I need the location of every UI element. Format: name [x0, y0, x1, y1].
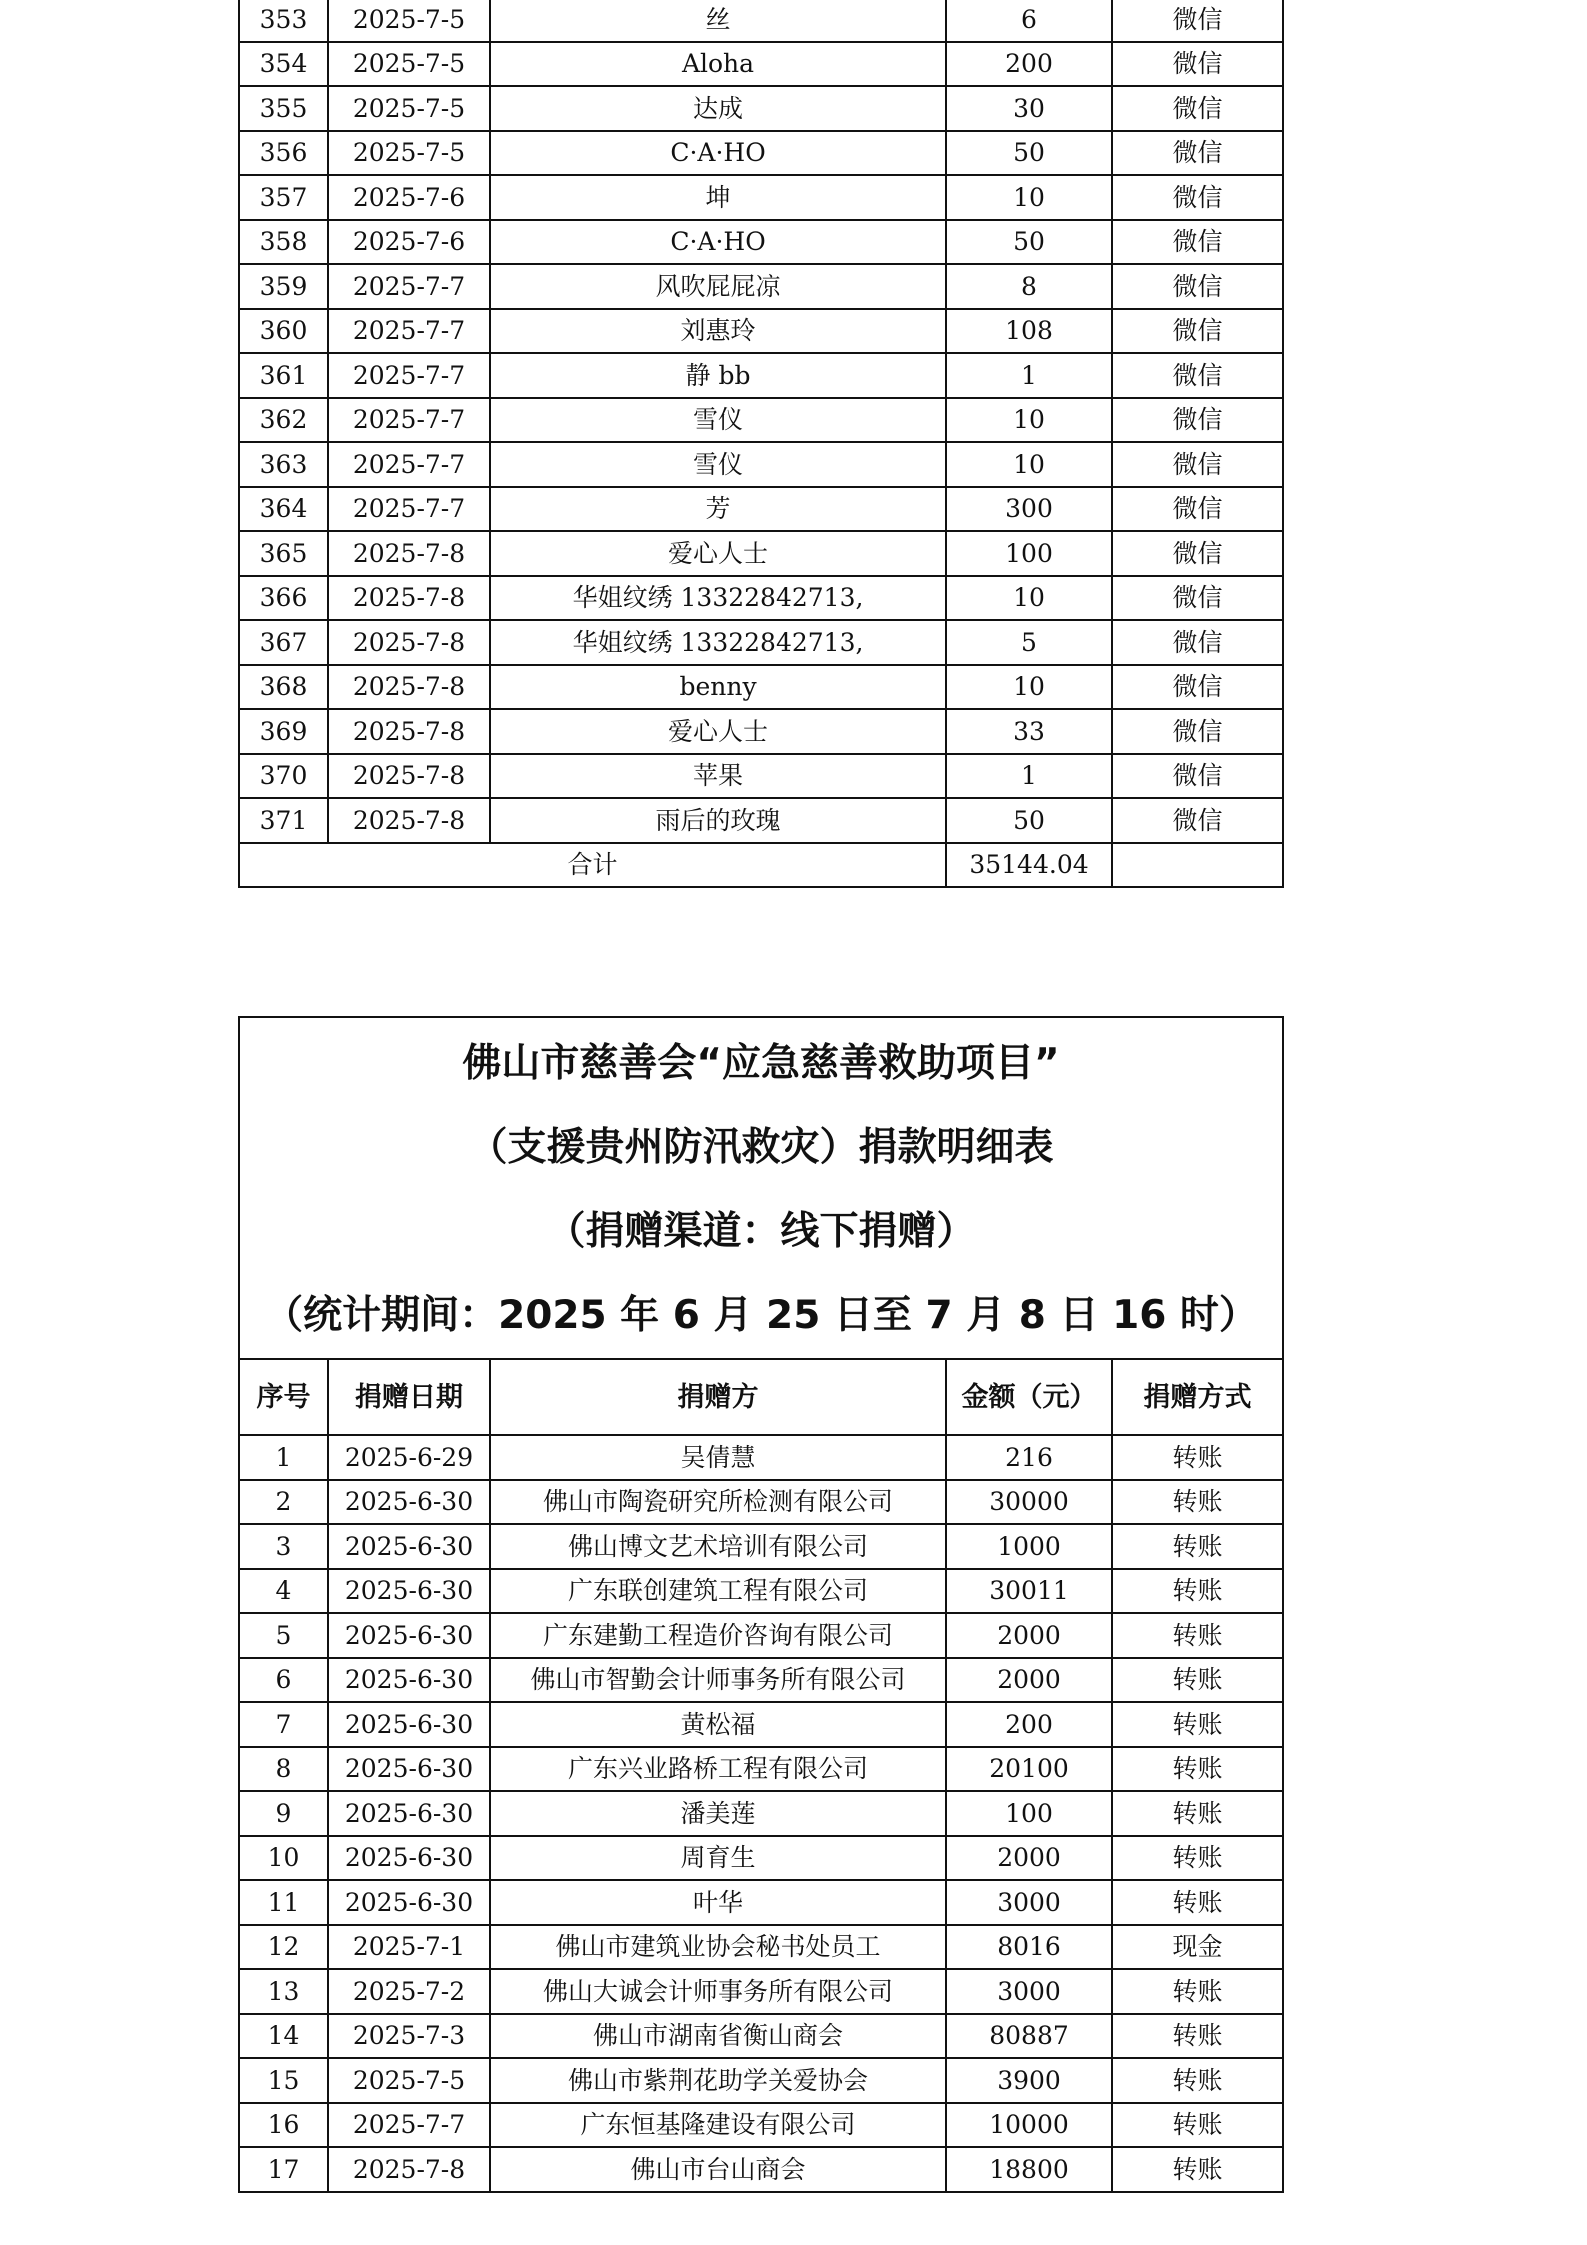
row-date: 2025-7-8: [328, 620, 490, 665]
row-index: 360: [239, 309, 328, 354]
table-row: [239, 2058, 1283, 2103]
row-donor: 佛山博文艺术培训有限公司: [490, 1524, 946, 1569]
row-donor: 潘美莲: [490, 1791, 946, 1836]
row-method: 转账: [1112, 1747, 1283, 1792]
table-title: [239, 1017, 1283, 1359]
row-donor: 刘惠玲: [490, 309, 946, 354]
table-row: [239, 576, 1283, 621]
row-donor: 广东建勤工程造价咨询有限公司: [490, 1613, 946, 1658]
row-index: 13: [239, 1969, 328, 2014]
row-donor: C·A·HO: [490, 220, 946, 265]
table-row: [239, 1836, 1283, 1881]
row-index: 17: [239, 2147, 328, 2192]
header-amount: 金额（元）: [946, 1359, 1112, 1435]
table-row: [239, 1569, 1283, 1614]
row-method: 微信: [1112, 175, 1283, 220]
row-method: 微信: [1112, 131, 1283, 176]
row-donor: 坤: [490, 175, 946, 220]
table-row: [239, 220, 1283, 265]
row-donor: 佛山市建筑业协会秘书处员工: [490, 1925, 946, 1970]
row-method: 微信: [1112, 665, 1283, 710]
row-donor: 佛山市陶瓷研究所检测有限公司: [490, 1480, 946, 1525]
row-amount: 5: [946, 620, 1112, 665]
table-row: [239, 1658, 1283, 1703]
row-index: 11: [239, 1880, 328, 1925]
row-date: 2025-7-7: [328, 442, 490, 487]
row-index: 362: [239, 398, 328, 443]
row-index: 12: [239, 1925, 328, 1970]
row-index: 371: [239, 798, 328, 843]
row-amount: 30000: [946, 1480, 1112, 1525]
row-donor: benny: [490, 665, 946, 710]
table-row: [239, 175, 1283, 220]
row-amount: 8016: [946, 1925, 1112, 1970]
table-row: [239, 353, 1283, 398]
row-date: 2025-7-6: [328, 175, 490, 220]
row-method: 微信: [1112, 487, 1283, 532]
row-amount: 216: [946, 1435, 1112, 1480]
row-donor: 广东恒基隆建设有限公司: [490, 2103, 946, 2148]
table-row: [239, 1435, 1283, 1480]
row-donor: 雪仪: [490, 398, 946, 443]
row-date: 2025-7-8: [328, 2147, 490, 2192]
table-row: [239, 1880, 1283, 1925]
row-date: 2025-6-29: [328, 1435, 490, 1480]
row-method: 转账: [1112, 1613, 1283, 1658]
row-amount: 10: [946, 665, 1112, 710]
table-row: [239, 2103, 1283, 2148]
row-method: 微信: [1112, 0, 1283, 42]
row-method: 转账: [1112, 1880, 1283, 1925]
row-donor: 达成: [490, 86, 946, 131]
row-amount: 33: [946, 709, 1112, 754]
header-index: 序号: [239, 1359, 328, 1435]
row-date: 2025-6-30: [328, 1702, 490, 1747]
row-index: 354: [239, 42, 328, 87]
row-method: 微信: [1112, 42, 1283, 87]
table-row: [239, 442, 1283, 487]
row-donor: 苹果: [490, 754, 946, 799]
row-donor: 静 bb: [490, 353, 946, 398]
row-donor: C·A·HO: [490, 131, 946, 176]
row-amount: 80887: [946, 2014, 1112, 2059]
row-index: 6: [239, 1658, 328, 1703]
table-row: [239, 0, 1283, 42]
row-amount: 300: [946, 487, 1112, 532]
row-date: 2025-7-7: [328, 309, 490, 354]
row-date: 2025-7-8: [328, 576, 490, 621]
online-donation-table-continued: [238, 0, 1284, 888]
row-index: 355: [239, 86, 328, 131]
row-index: 16: [239, 2103, 328, 2148]
row-amount: 50: [946, 131, 1112, 176]
row-date: 2025-7-2: [328, 1969, 490, 2014]
online-donation-rows: [239, 0, 1283, 843]
title-line-4: （统计期间：2025 年 6 月 25 日至 7 月 8 日 16 时）: [264, 1293, 1258, 1338]
row-index: 370: [239, 754, 328, 799]
row-index: 8: [239, 1747, 328, 1792]
row-index: 363: [239, 442, 328, 487]
title-line-1: 佛山市慈善会“应急慈善救助项目”: [462, 1041, 1060, 1086]
row-date: 2025-7-7: [328, 398, 490, 443]
table-row: [239, 86, 1283, 131]
row-date: 2025-7-5: [328, 42, 490, 87]
row-amount: 2000: [946, 1613, 1112, 1658]
row-amount: 50: [946, 220, 1112, 265]
row-method: 微信: [1112, 353, 1283, 398]
row-amount: 108: [946, 309, 1112, 354]
row-method: 微信: [1112, 531, 1283, 576]
row-date: 2025-6-30: [328, 1791, 490, 1836]
row-index: 361: [239, 353, 328, 398]
table-row: [239, 531, 1283, 576]
table-row: [239, 620, 1283, 665]
row-amount: 100: [946, 1791, 1112, 1836]
table-row: [239, 264, 1283, 309]
row-amount: 30: [946, 86, 1112, 131]
row-amount: 2000: [946, 1658, 1112, 1703]
column-header-row: [239, 1359, 1283, 1435]
row-method: 微信: [1112, 620, 1283, 665]
header-method: 捐赠方式: [1112, 1359, 1283, 1435]
table-row: [239, 42, 1283, 87]
row-method: 微信: [1112, 220, 1283, 265]
row-donor: 丝: [490, 0, 946, 42]
row-method: 转账: [1112, 1524, 1283, 1569]
row-donor: 广东兴业路桥工程有限公司: [490, 1747, 946, 1792]
table-row: [239, 1969, 1283, 2014]
row-method: 微信: [1112, 309, 1283, 354]
row-method: 微信: [1112, 442, 1283, 487]
table-row: [239, 1613, 1283, 1658]
row-donor: 广东联创建筑工程有限公司: [490, 1569, 946, 1614]
offline-donation-rows: [239, 1435, 1283, 2192]
row-method: 转账: [1112, 1569, 1283, 1614]
table-row: [239, 798, 1283, 843]
row-index: 353: [239, 0, 328, 42]
row-index: 364: [239, 487, 328, 532]
row-index: 14: [239, 2014, 328, 2059]
row-donor: 佛山大诚会计师事务所有限公司: [490, 1969, 946, 2014]
row-donor: 周育生: [490, 1836, 946, 1881]
row-date: 2025-6-30: [328, 1880, 490, 1925]
title-line-3: （捐赠渠道：线下捐赠）: [546, 1209, 976, 1254]
row-method: 微信: [1112, 86, 1283, 131]
table-row: [239, 1524, 1283, 1569]
total-label: 合计: [239, 843, 946, 888]
row-method: 微信: [1112, 398, 1283, 443]
row-donor: 佛山市紫荆花助学关爱协会: [490, 2058, 946, 2103]
row-date: 2025-6-30: [328, 1569, 490, 1614]
row-index: 10: [239, 1836, 328, 1881]
offline-donation-table: [238, 1016, 1284, 2193]
row-amount: 3000: [946, 1969, 1112, 2014]
row-date: 2025-7-8: [328, 754, 490, 799]
row-amount: 10: [946, 442, 1112, 487]
row-date: 2025-6-30: [328, 1524, 490, 1569]
row-amount: 3900: [946, 2058, 1112, 2103]
row-amount: 100: [946, 531, 1112, 576]
row-date: 2025-7-5: [328, 2058, 490, 2103]
row-method: 转账: [1112, 1836, 1283, 1881]
row-method: 转账: [1112, 1435, 1283, 1480]
row-date: 2025-7-5: [328, 131, 490, 176]
row-date: 2025-7-8: [328, 665, 490, 710]
row-donor: 叶华: [490, 1880, 946, 1925]
row-date: 2025-7-7: [328, 2103, 490, 2148]
row-donor: 爱心人士: [490, 709, 946, 754]
row-amount: 10: [946, 175, 1112, 220]
row-amount: 3000: [946, 1880, 1112, 1925]
row-date: 2025-7-1: [328, 1925, 490, 1970]
row-donor: 华姐纹绣 13322842713,: [490, 620, 946, 665]
row-amount: 50: [946, 798, 1112, 843]
row-date: 2025-7-5: [328, 86, 490, 131]
row-method: 转账: [1112, 1969, 1283, 2014]
row-index: 358: [239, 220, 328, 265]
row-method: 转账: [1112, 2058, 1283, 2103]
table-row: [239, 1791, 1283, 1836]
row-index: 2: [239, 1480, 328, 1525]
row-amount: 20100: [946, 1747, 1112, 1792]
table-row: [239, 1747, 1283, 1792]
row-index: 356: [239, 131, 328, 176]
row-date: 2025-7-8: [328, 709, 490, 754]
table-row: [239, 487, 1283, 532]
row-donor: 吴倩慧: [490, 1435, 946, 1480]
row-amount: 10: [946, 398, 1112, 443]
row-amount: 30011: [946, 1569, 1112, 1614]
total-amount: 35144.04: [946, 843, 1112, 888]
row-date: 2025-7-7: [328, 264, 490, 309]
row-index: 15: [239, 2058, 328, 2103]
table-row: [239, 1480, 1283, 1525]
row-date: 2025-6-30: [328, 1658, 490, 1703]
table-row: [239, 754, 1283, 799]
table-row: [239, 665, 1283, 710]
row-donor: 华姐纹绣 13322842713,: [490, 576, 946, 621]
row-donor: 芳: [490, 487, 946, 532]
row-donor: 佛山市湖南省衡山商会: [490, 2014, 946, 2059]
row-amount: 18800: [946, 2147, 1112, 2192]
row-method: 微信: [1112, 798, 1283, 843]
row-method: 微信: [1112, 264, 1283, 309]
row-amount: 200: [946, 1702, 1112, 1747]
row-method: 转账: [1112, 2014, 1283, 2059]
row-date: 2025-7-8: [328, 798, 490, 843]
header-donor: 捐赠方: [490, 1359, 946, 1435]
row-method: 现金: [1112, 1925, 1283, 1970]
row-method: 微信: [1112, 754, 1283, 799]
row-donor: 佛山市台山商会: [490, 2147, 946, 2192]
table-row: [239, 1925, 1283, 1970]
row-method: 微信: [1112, 576, 1283, 621]
row-index: 366: [239, 576, 328, 621]
row-method: 转账: [1112, 2103, 1283, 2148]
total-method-empty: [1112, 843, 1283, 888]
row-index: 1: [239, 1435, 328, 1480]
row-index: 365: [239, 531, 328, 576]
row-amount: 2000: [946, 1836, 1112, 1881]
table-row: [239, 2147, 1283, 2192]
row-date: 2025-7-5: [328, 0, 490, 42]
row-donor: Aloha: [490, 42, 946, 87]
row-date: 2025-7-6: [328, 220, 490, 265]
row-date: 2025-7-3: [328, 2014, 490, 2059]
row-amount: 200: [946, 42, 1112, 87]
row-donor: 风吹屁屁凉: [490, 264, 946, 309]
row-date: 2025-7-8: [328, 531, 490, 576]
row-amount: 10: [946, 576, 1112, 621]
row-amount: 6: [946, 0, 1112, 42]
row-index: 359: [239, 264, 328, 309]
row-donor: 黄松福: [490, 1702, 946, 1747]
row-amount: 8: [946, 264, 1112, 309]
row-date: 2025-7-7: [328, 487, 490, 532]
row-index: 7: [239, 1702, 328, 1747]
row-date: 2025-6-30: [328, 1836, 490, 1881]
table-row: [239, 709, 1283, 754]
row-amount: 1000: [946, 1524, 1112, 1569]
row-method: 转账: [1112, 2147, 1283, 2192]
row-amount: 1: [946, 353, 1112, 398]
title-line-2: （支援贵州防汛救灾）捐款明细表: [468, 1125, 1054, 1170]
table-row: [239, 2014, 1283, 2059]
row-date: 2025-6-30: [328, 1747, 490, 1792]
table-row: [239, 309, 1283, 354]
row-method: 转账: [1112, 1480, 1283, 1525]
header-date: 捐赠日期: [328, 1359, 490, 1435]
row-index: 3: [239, 1524, 328, 1569]
row-index: 9: [239, 1791, 328, 1836]
row-method: 转账: [1112, 1791, 1283, 1836]
row-method: 转账: [1112, 1702, 1283, 1747]
table-title-row: [239, 1017, 1283, 1359]
row-date: 2025-6-30: [328, 1613, 490, 1658]
row-method: 转账: [1112, 1658, 1283, 1703]
table-row: [239, 398, 1283, 443]
row-index: 368: [239, 665, 328, 710]
total-row: [239, 843, 1283, 888]
row-index: 5: [239, 1613, 328, 1658]
row-index: 4: [239, 1569, 328, 1614]
row-method: 微信: [1112, 709, 1283, 754]
row-index: 367: [239, 620, 328, 665]
table-row: [239, 131, 1283, 176]
table-row: [239, 1702, 1283, 1747]
row-date: 2025-7-7: [328, 353, 490, 398]
row-amount: 10000: [946, 2103, 1112, 2148]
row-donor: 佛山市智勤会计师事务所有限公司: [490, 1658, 946, 1703]
row-donor: 爱心人士: [490, 531, 946, 576]
row-date: 2025-6-30: [328, 1480, 490, 1525]
row-donor: 雪仪: [490, 442, 946, 487]
row-index: 369: [239, 709, 328, 754]
row-amount: 1: [946, 754, 1112, 799]
row-index: 357: [239, 175, 328, 220]
row-donor: 雨后的玫瑰: [490, 798, 946, 843]
